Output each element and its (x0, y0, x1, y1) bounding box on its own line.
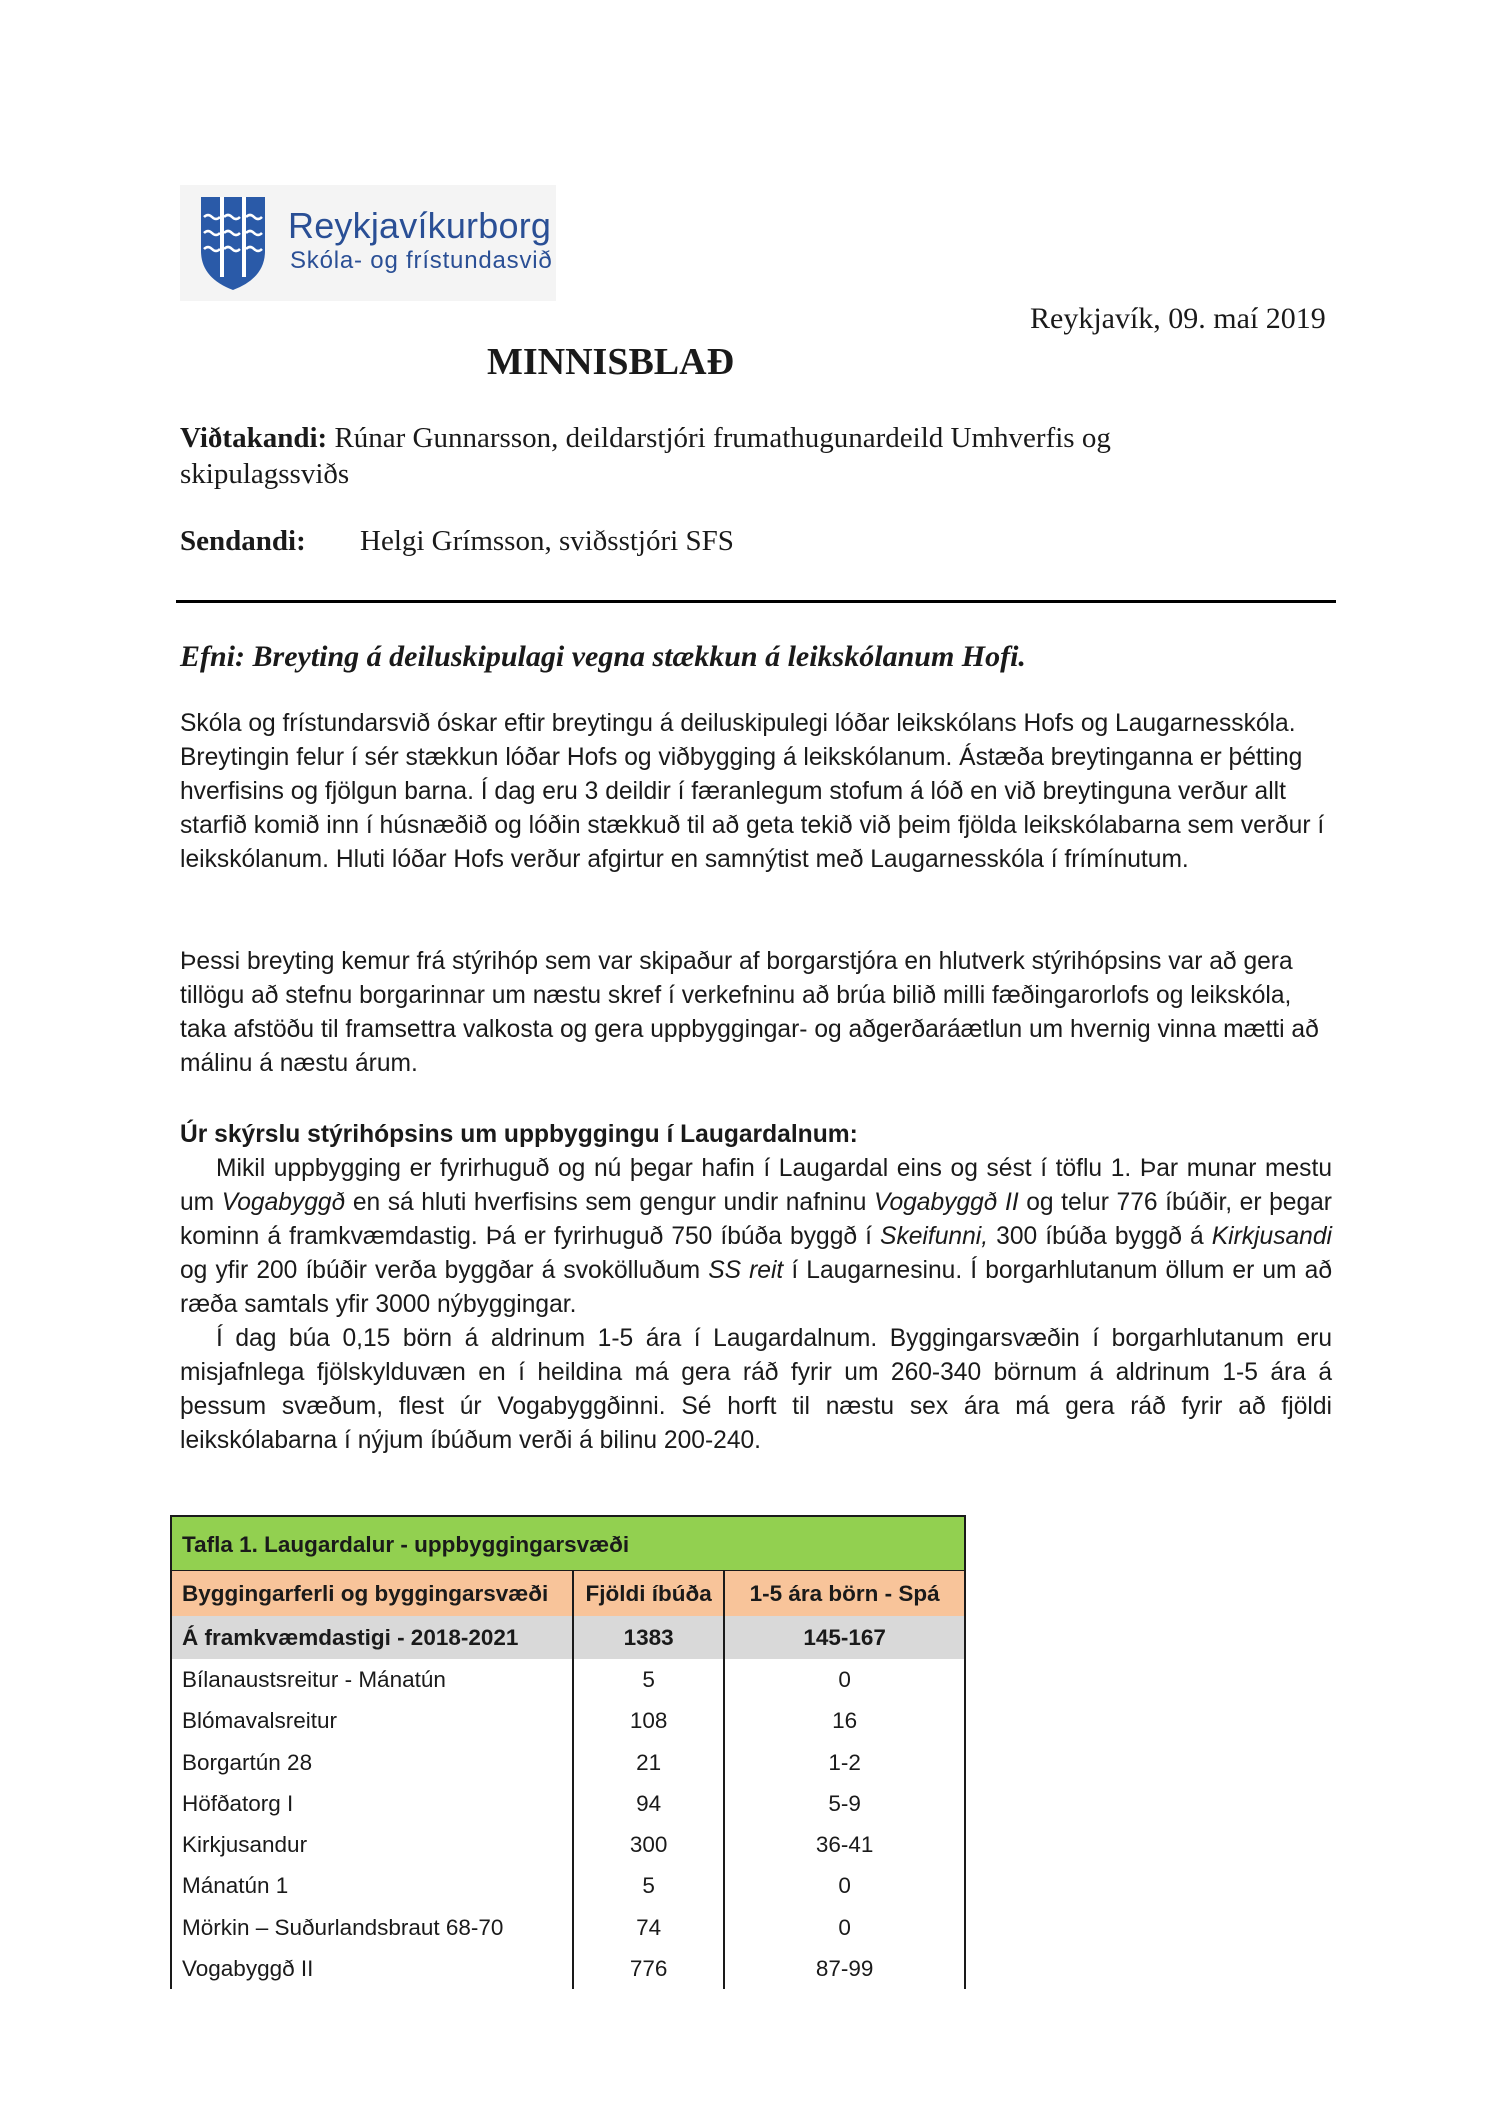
data-table (170, 1515, 966, 1989)
table-row (170, 1948, 966, 1989)
recipient-block (180, 420, 1200, 492)
table-cell: 0 (725, 1907, 966, 1948)
logo (180, 185, 556, 301)
table-row (170, 1700, 966, 1741)
sender-label: Sendandi: (180, 525, 306, 557)
report-paragraph-1: Mikil uppbygging er fyrirhuguð og nú þegar hafin í Laugardal eins og sést í töflu 1. Þar munar mestu um Vogabyggð en sá hluti hverfisins sem gengur undir nafninu Vogabyggð II og telur 776 íbúðir, er þegar kominn á framkvæmdastig. Þá er fyrirhuguð 750 íbúða byggð í Skeifunni, 300 íbúða byggð á Kirkjusandi og yfir 200 íbúðir verða byggðar á svokölluðum SS reit í Laugarnesinu. Í borgarhlutanum öllum er um að ræða samtals yfir 3000 nýbyggingar. (180, 1155, 1332, 1318)
report-heading: Úr skýrslu stýrihópsins um uppbyggingu í Laugardalnum: (180, 1121, 858, 1148)
table-cell: Á framkvæmdastigi - 2018-2021 (170, 1616, 574, 1659)
table-cell: Borgartún 28 (170, 1742, 574, 1783)
table-cell: 1383 (574, 1616, 725, 1659)
sender-block (180, 525, 734, 558)
column-header: Byggingarferli og byggingarsvæði (170, 1571, 574, 1616)
table-cell: Bílanaustsreitur - Mánatún (170, 1659, 574, 1700)
table-cell: Mánatún 1 (170, 1865, 574, 1906)
table-title: Tafla 1. Laugardalur - uppbyggingarsvæði (170, 1515, 966, 1571)
table-row (170, 1907, 966, 1948)
table-row (170, 1824, 966, 1865)
memo-subject: Efni: Breyting á deiluskipulagi vegna stækkun á leikskólanum Hofi. (180, 640, 1026, 673)
memo-title: MINNISBLAÐ (487, 341, 735, 383)
logo-dept-name: Skóla- og frístundasvið (290, 247, 553, 274)
table-cell: 5-9 (725, 1783, 966, 1824)
table-cell: Kirkjusandur (170, 1824, 574, 1865)
report-paragraph-2: Í dag búa 0,15 börn á aldrinum 1-5 ára í Laugardalnum. Byggingarsvæðin í borgarhlutanum eru misjafnlega fjölskylduvæn en í heildina má gera ráð fyrir um 260-340 börnum á aldrinum 1-5 ára á þessum svæðum, flest úr Vogabyggðinni. Sé horft til næstu sex ára má gera ráð fyrir að fjöldi leikskólabarna í nýjum íbúðum verði á bilinu 200-240. (180, 1325, 1332, 1454)
table-cell: Höfðatorg I (170, 1783, 574, 1824)
table-cell: 36-41 (725, 1824, 966, 1865)
table-cell: 0 (725, 1865, 966, 1906)
table-cell: 145-167 (725, 1616, 966, 1659)
table-cell: 74 (574, 1907, 725, 1948)
table-cell: Mörkin – Suðurlandsbraut 68-70 (170, 1907, 574, 1948)
recipient-label: Viðtakandi: (180, 422, 328, 454)
table-cell: Blómavalsreitur (170, 1700, 574, 1741)
table-cell: 0 (725, 1659, 966, 1700)
table-cell: 94 (574, 1783, 725, 1824)
memo-date: Reykjavík, 09. maí 2019 (1030, 302, 1326, 335)
table-cell: 5 (574, 1865, 725, 1906)
logo-org-name: Reykjavíkurborg (288, 205, 552, 246)
table-row (170, 1783, 966, 1824)
paragraph-1: Skóla og frístundarsvið óskar eftir breytingu á deiluskipulegi lóðar leikskólans Hofs og Laugarnesskóla. Breytingin felur í sér stækkun lóðar Hofs og viðbygging á leikskólanum. Ástæða breytinganna er þétting hverfisins og fjölgun barna. Í dag eru 3 deildir í færanlegum stofum á lóð en við breytinguna verður allt starfið komið inn í húsnæðið og lóðin stækkuð til að geta tekið við þeim fjölda leikskólabarna sem verður í leikskólanum. Hluti lóðar Hofs verður afgirtur en samnýtist með Laugarnesskóla í frímínutum. (180, 710, 1325, 873)
table-cell: 5 (574, 1659, 725, 1700)
table-row (170, 1865, 966, 1906)
report-excerpt (180, 1152, 1332, 1458)
table-cell: 21 (574, 1742, 725, 1783)
table-header-row (170, 1571, 966, 1616)
column-header: 1-5 ára börn - Spá (725, 1571, 966, 1616)
header-divider (176, 600, 1336, 603)
table-cell: 16 (725, 1700, 966, 1741)
table-cell: 87-99 (725, 1948, 966, 1989)
table-cell: 108 (574, 1700, 725, 1741)
column-header: Fjöldi íbúða (574, 1571, 725, 1616)
table-cell: 776 (574, 1948, 725, 1989)
table-cell: 1-2 (725, 1742, 966, 1783)
table-cell: 300 (574, 1824, 725, 1865)
table-row (170, 1742, 966, 1783)
paragraph-2: Þessi breyting kemur frá stýrihóp sem var skipaður af borgarstjóra en hlutverk stýrihópsins var að gera tillögu að stefnu borgarinnar um næstu skref í verkefninu að brúa bilið milli fæðingarorlofs og leikskóla, taka afstöðu til framsettra valkosta og gera uppbyggingar- og aðgerðaráætlun um hvernig vinna mætti að málinu á næstu árum. (180, 948, 1319, 1077)
table-row (170, 1659, 966, 1700)
sender-text: Helgi Grímsson, sviðsstjóri SFS (360, 525, 734, 557)
table-cell: Vogabyggð II (170, 1948, 574, 1989)
reykjavik-crest-icon (198, 193, 268, 293)
recipient-text: Rúnar Gunnarsson, deildarstjóri frumathugunardeild Umhverfis og skipulagssviðs (180, 422, 1111, 490)
table-group-row (170, 1616, 966, 1659)
